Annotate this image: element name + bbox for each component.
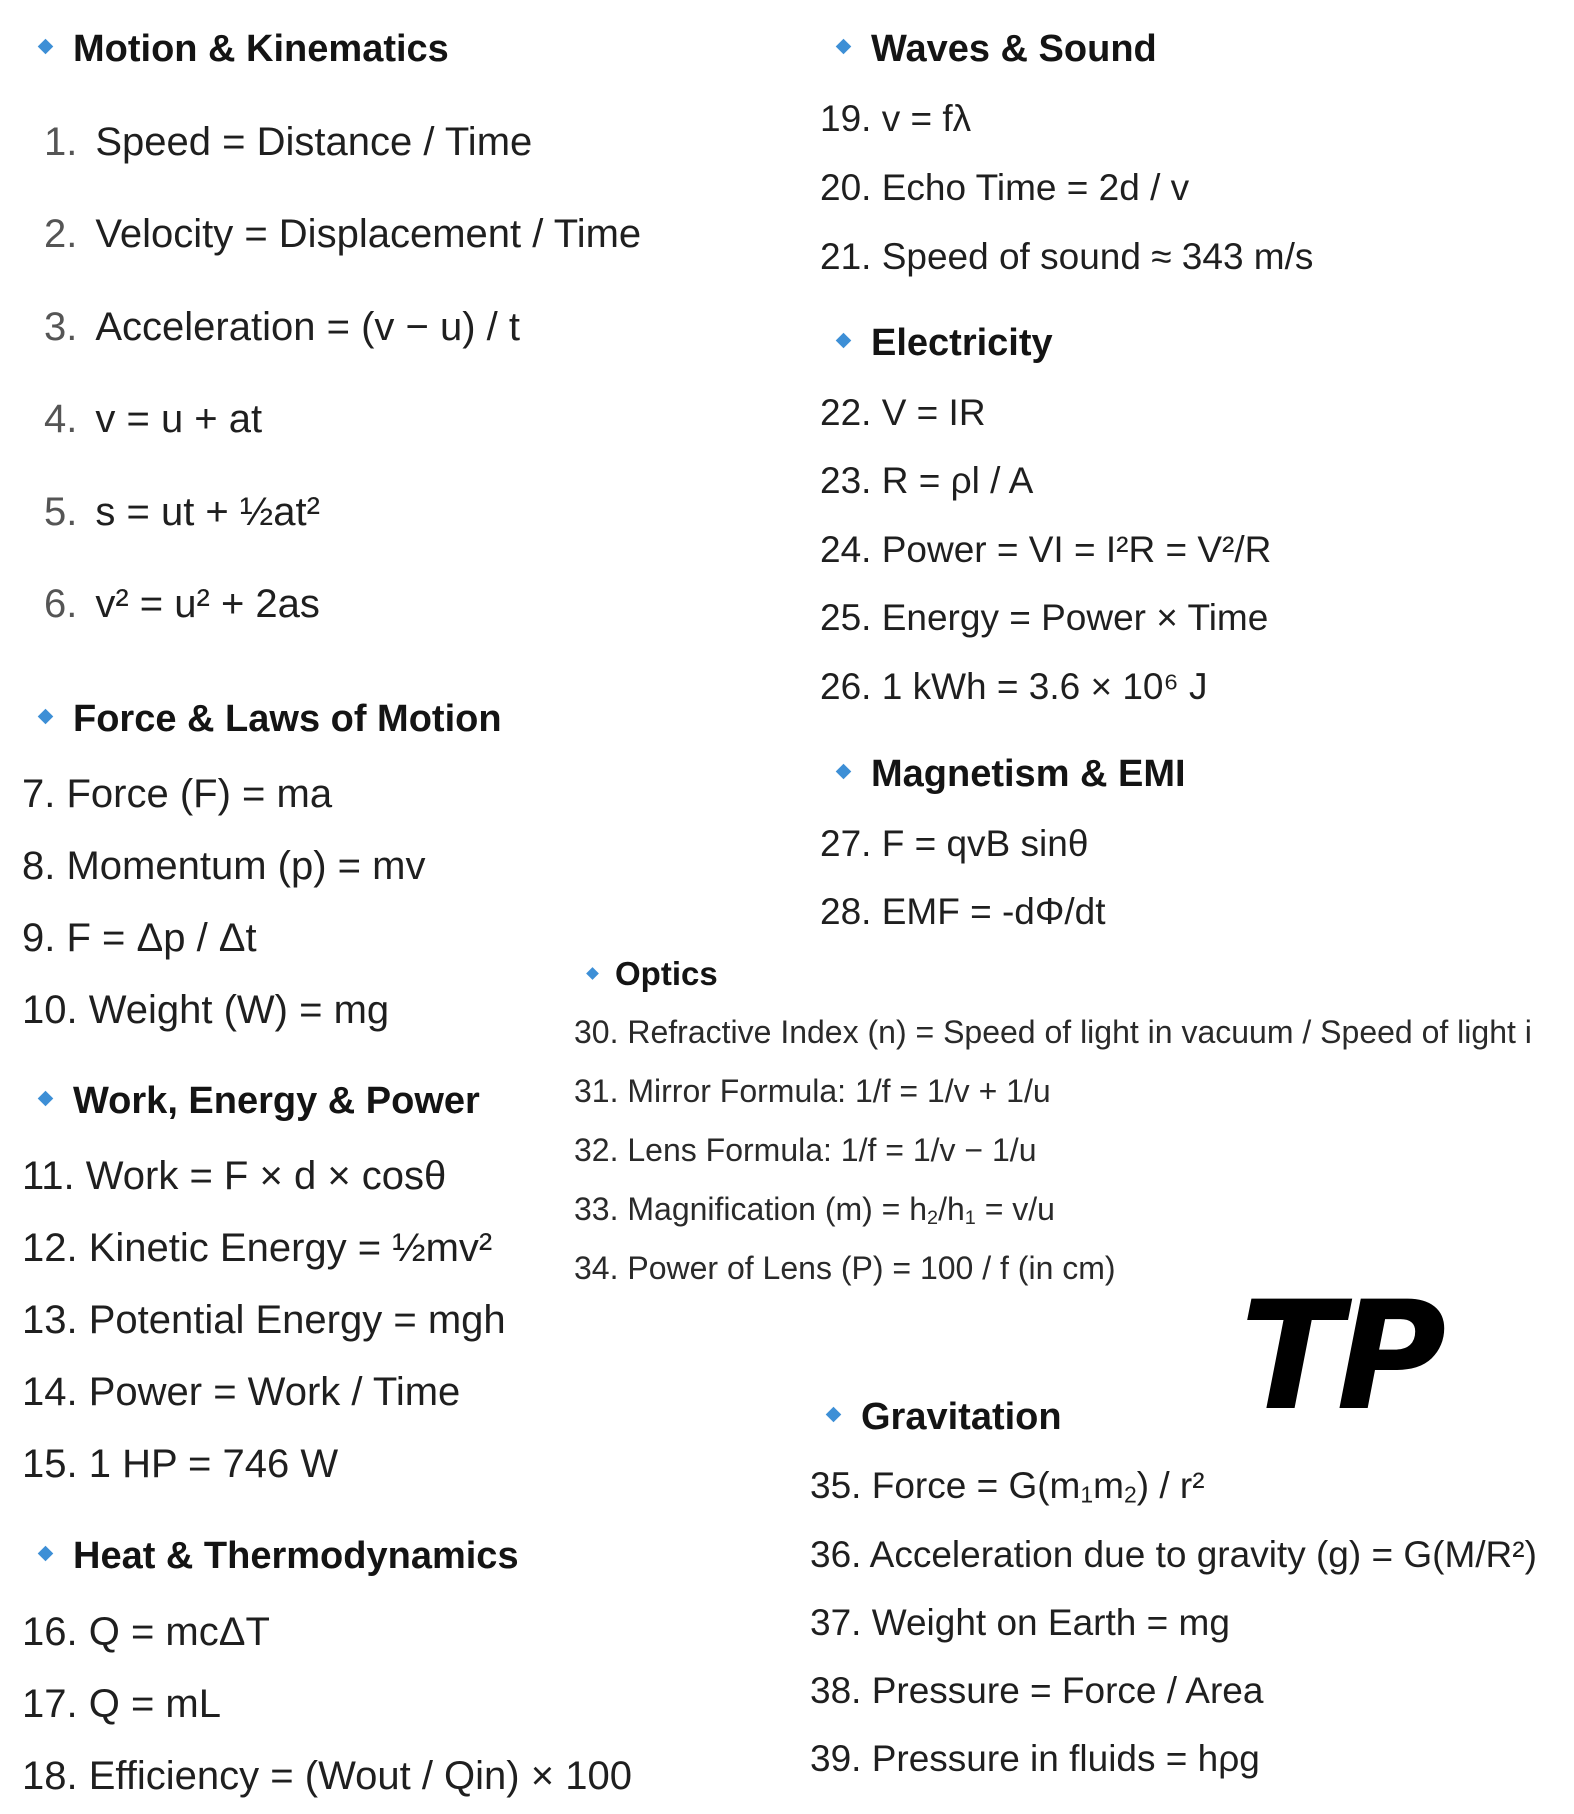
heading-text: Heat & Thermodynamics [73,1535,519,1577]
list-item: 20. Echo Time = 2d / v [820,167,1190,208]
list-item: 30. Refractive Index (n) = Speed of light in vacuum / Speed of light i [574,1014,1532,1050]
heading-text: Magnetism & EMI [871,753,1186,795]
list-item: 24. Power = VI = I²R = V²/R [820,529,1272,570]
item-text: v² = u² + 2as [95,582,320,626]
list-item [44,490,320,535]
item-number: 6. [44,582,78,626]
list-item: 9. F = Δp / Δt [22,916,257,960]
item-text: v = u + at [95,397,263,441]
list-item: 12. Kinetic Energy = ½mv² [22,1226,493,1270]
diamond-bullet-icon [826,1407,842,1423]
list-item [44,120,532,165]
item-number: 4. [44,397,78,441]
list-item: 18. Efficiency = (Wout / Qin) × 100 [22,1754,632,1798]
list-item: 38. Pressure = Force / Area [810,1670,1264,1711]
list-item [574,1191,1055,1230]
formula-part: 33. Magnification (m) = h [574,1191,928,1227]
formula-part: m [1093,1465,1124,1506]
item-number: 5. [44,490,78,534]
item-text: Acceleration = (v − u) / t [95,305,520,349]
diamond-bullet-icon [836,39,852,55]
subscript: 2 [927,1206,939,1229]
heading-gravitation [828,1396,1062,1439]
formula-part: ) / r² [1136,1465,1205,1506]
heading-motion-kinematics [40,28,449,71]
list-item: 26. 1 kWh = 3.6 × 10⁶ J [820,666,1208,707]
list-item: 39. Pressure in fluids = hρg [810,1738,1260,1779]
heading-magnetism-emi [838,753,1186,796]
list-item: 8. Momentum (p) = mv [22,844,426,888]
item-text: Velocity = Displacement / Time [95,212,642,256]
diamond-bullet-icon [836,764,852,780]
list-item: 19. v = fλ [820,98,972,139]
list-item: 34. Power of Lens (P) = 100 / f (in cm) [574,1250,1116,1286]
list-item: 16. Q = mcΔT [22,1610,270,1654]
list-item: 14. Power = Work / Time [22,1370,461,1414]
heading-text: Gravitation [861,1396,1062,1438]
subscript: 1 [964,1206,976,1229]
list-item: 15. 1 HP = 746 W [22,1442,339,1486]
list-item: 11. Work = F × d × cosθ [22,1154,447,1198]
heading-optics [588,955,718,993]
list-item: 32. Lens Formula: 1/f = 1/v − 1/u [574,1132,1037,1168]
heading-text: Motion & Kinematics [73,28,449,70]
formula-part: 35. Force = G(m [810,1465,1081,1506]
heading-heat-thermodynamics [40,1535,519,1578]
item-number: 1. [44,120,78,164]
list-item: 10. Weight (W) = mg [22,988,390,1032]
list-item: 7. Force (F) = ma [22,772,333,816]
list-item: 17. Q = mL [22,1682,221,1726]
heading-text: Force & Laws of Motion [73,698,502,740]
list-item [810,1465,1205,1509]
list-item: 23. R = ρl / A [820,460,1034,501]
heading-waves-sound [838,28,1157,71]
diamond-bullet-icon [38,1546,54,1562]
subscript: 1 [1080,1481,1094,1508]
diamond-bullet-icon [586,967,599,980]
heading-electricity [838,322,1053,365]
diamond-bullet-icon [38,39,54,55]
list-item: 13. Potential Energy = mgh [22,1298,506,1342]
item-number: 2. [44,212,78,256]
list-item: 31. Mirror Formula: 1/f = 1/v + 1/u [574,1073,1051,1109]
list-item [44,305,520,350]
formula-part: = v/u [975,1191,1055,1227]
list-item: 25. Energy = Power × Time [820,597,1269,638]
heading-text: Waves & Sound [871,28,1157,70]
list-item: 22. V = IR [820,392,986,433]
subscript: 2 [1123,1481,1137,1508]
heading-work-energy-power [40,1080,480,1123]
item-text: s = ut + ½at² [95,490,320,534]
tp-logo: TP [1240,1270,1441,1444]
heading-force-laws [40,698,502,741]
heading-text: Work, Energy & Power [73,1080,480,1122]
list-item [44,582,320,627]
list-item: 37. Weight on Earth = mg [810,1602,1230,1643]
item-number: 3. [44,305,78,349]
diamond-bullet-icon [38,709,54,725]
list-item: 27. F = qvB sinθ [820,823,1089,864]
list-item [44,212,641,257]
formula-part: /h [938,1191,965,1227]
heading-text: Optics [615,955,718,992]
list-item: 21. Speed of sound ≈ 343 m/s [820,236,1314,277]
list-item: 36. Acceleration due to gravity (g) = G(M/R²) [810,1534,1537,1575]
diamond-bullet-icon [38,1091,54,1107]
item-text: Speed = Distance / Time [95,120,533,164]
list-item [44,397,262,442]
list-item: 28. EMF = -dΦ/dt [820,891,1106,932]
diamond-bullet-icon [836,333,852,349]
heading-text: Electricity [871,322,1053,364]
